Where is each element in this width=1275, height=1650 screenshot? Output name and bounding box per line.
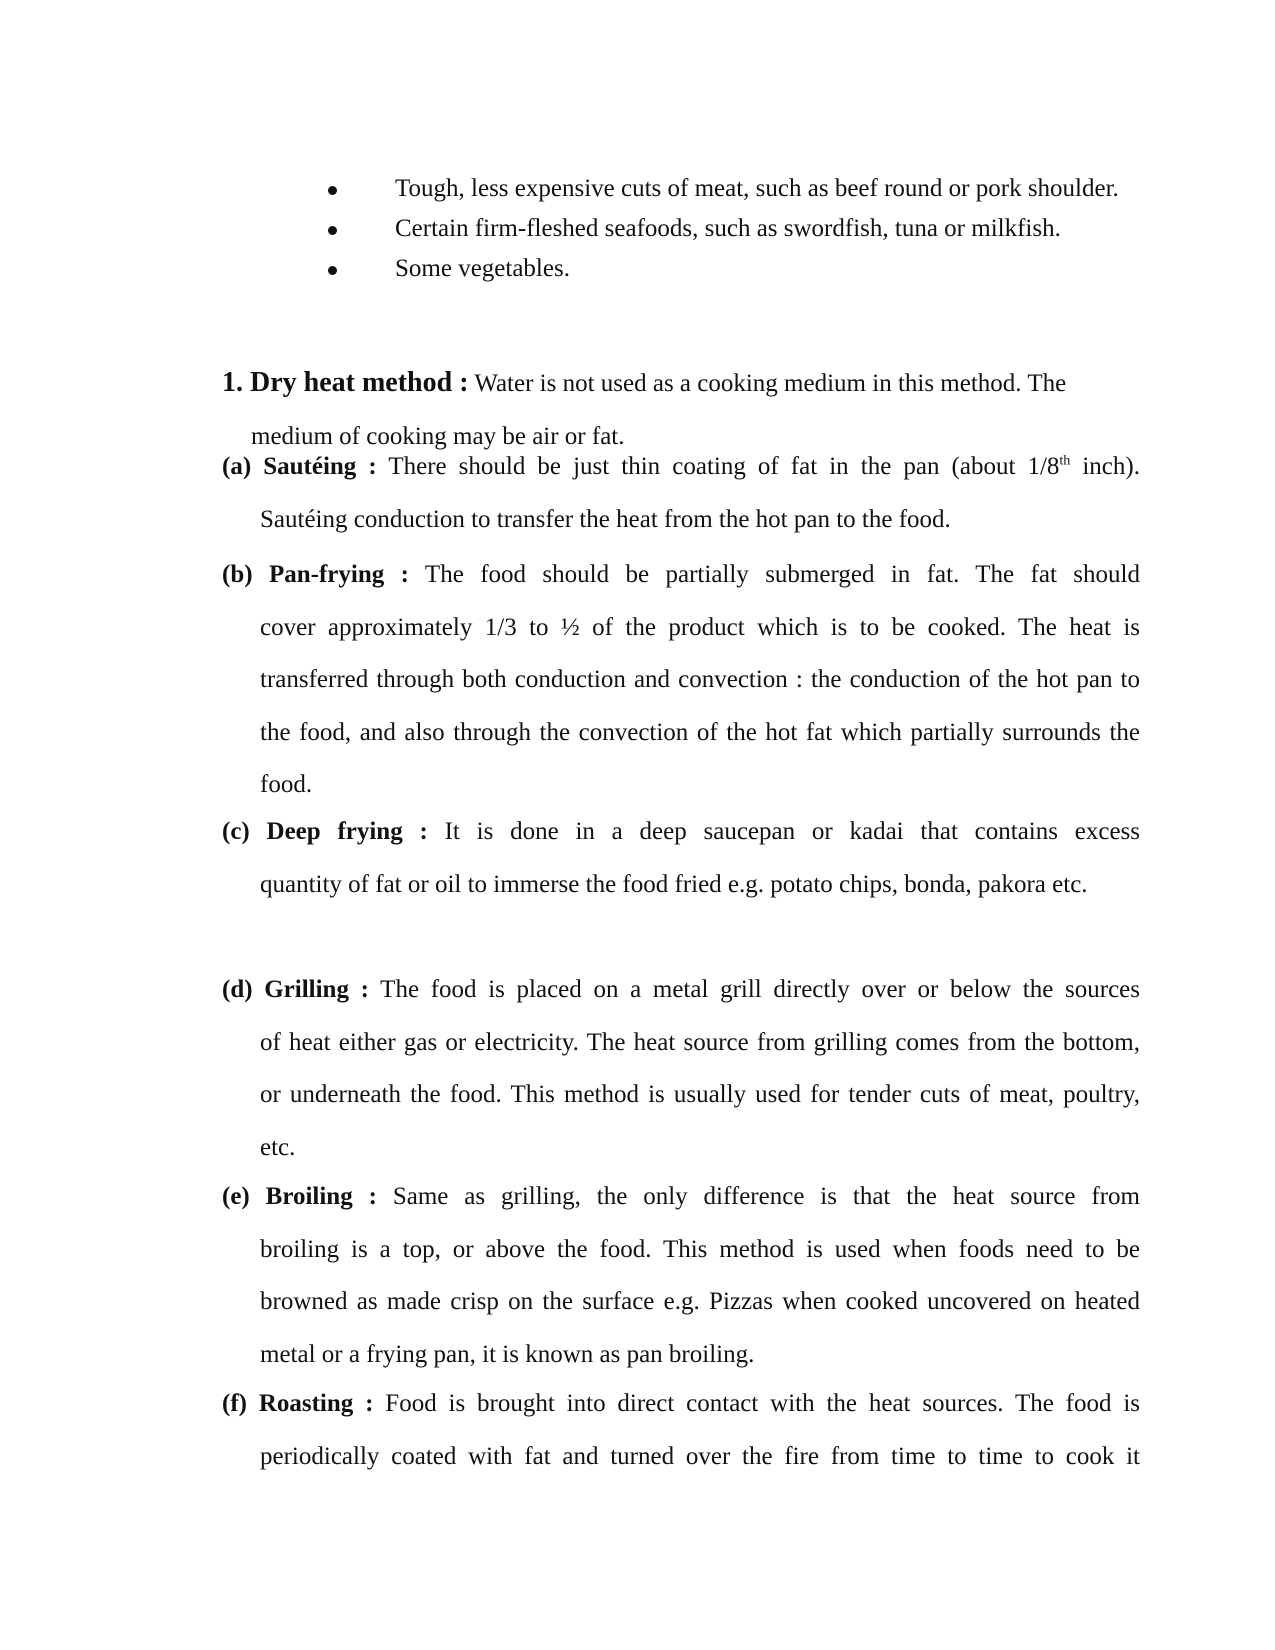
bullet-dot-icon: [328, 186, 337, 195]
roasting-label: (f) Roasting :: [222, 1390, 374, 1417]
sauteing-label: (a) Sautéing :: [222, 453, 377, 480]
broiling-paragraph: (e) Broiling : Same as grilling, the only difference is that the heat source from broiling is a top, or above the food. This method is used when foods need to be browned as made crisp on the surface e.g. Pizzas when cooked uncovered on heated metal or a frying pan, it is known as pan broiling.: [222, 1183, 1140, 1368]
section-intro-continuation: medium of cooking may be air or fat.: [251, 423, 625, 450]
bullet-dot-icon: [328, 226, 337, 235]
roasting-paragraph: (f) Roasting : Food is brought into direct contact with the heat sources. The food is periodically coated with fat and turned over the fire from time to time to cook it: [222, 1390, 1140, 1470]
deep-frying-label: (c) Deep frying :: [222, 818, 428, 845]
section-heading: 1. Dry heat method :: [222, 367, 469, 398]
broiling-label: (e) Broiling :: [222, 1183, 377, 1210]
bullet-dot-icon: [328, 266, 337, 275]
grilling-label: (d) Grilling :: [222, 976, 369, 1003]
section-intro-line: Water is not used as a cooking medium in this method. The: [474, 370, 1067, 397]
bullet-list: [320, 172, 1140, 292]
bullet-item: Some vegetables.: [320, 252, 1140, 286]
grilling-paragraph: (d) Grilling : The food is placed on a metal grill directly over or below the sources of heat either gas or electricity. The heat source from grilling comes from the bottom, or underneath the food. This method is usually used for tender cuts of meat, poultry, etc.: [222, 976, 1140, 1161]
bullet-item: Tough, less expensive cuts of meat, such as beef round or pork shoulder.: [320, 172, 1140, 206]
pan-frying-paragraph: (b) Pan-frying : The food should be partially submerged in fat. The fat should cover approximately 1/3 to ½ of the product which is to be cooked. The heat is transferred through both conduction and convection : the conduction of the hot pan to the food, and also through the convection of the hot fat which partially surrounds the food.: [222, 561, 1140, 798]
bullet-item: Certain firm-fleshed seafoods, such as swordfish, tuna or milkfish.: [320, 212, 1140, 246]
deep-frying-paragraph: (c) Deep frying : It is done in a deep saucepan or kadai that contains excess quantity of fat or oil to immerse the food fried e.g. potato chips, bonda, pakora etc.: [222, 818, 1140, 898]
sauteing-paragraph: (a) Sautéing : There should be just thin coating of fat in the pan (about 1/8th inch). Sautéing conduction to transfer the heat from the hot pan to the food.: [222, 453, 1140, 533]
pan-frying-label: (b) Pan-frying :: [222, 561, 409, 588]
